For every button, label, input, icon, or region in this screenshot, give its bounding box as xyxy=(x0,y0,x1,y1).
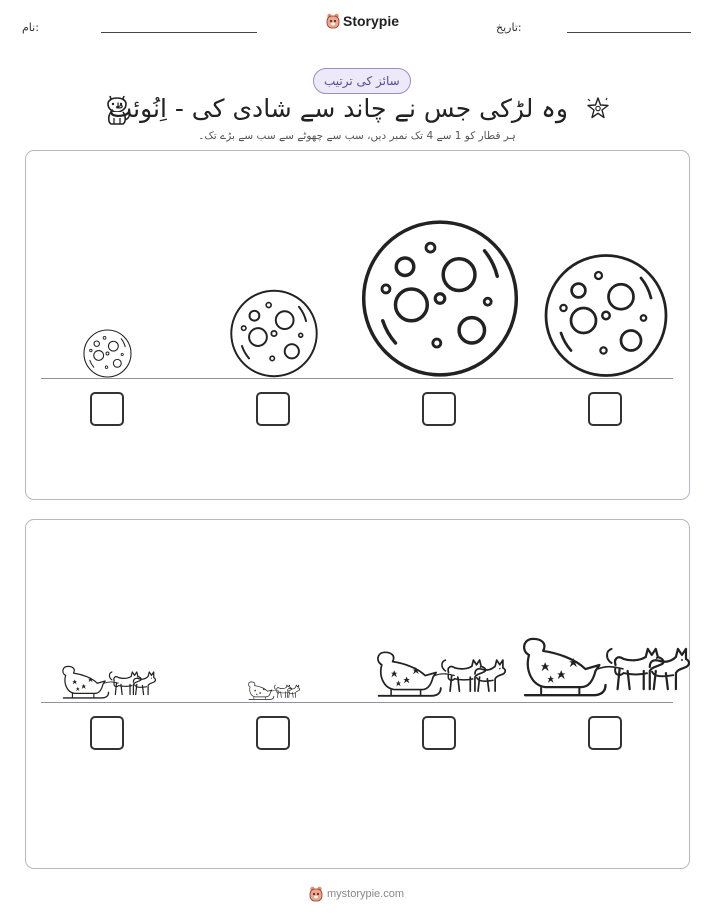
storypie-logo-icon xyxy=(326,13,340,29)
moon-row-baseline xyxy=(41,378,673,379)
answer-box[interactable] xyxy=(256,716,290,750)
name-label: نام: xyxy=(22,21,39,34)
answer-box[interactable] xyxy=(256,392,290,426)
moon-icon xyxy=(83,329,132,378)
footer-url[interactable]: mystorypie.com xyxy=(327,888,405,900)
answer-box[interactable] xyxy=(588,716,622,750)
date-field[interactable] xyxy=(567,32,691,33)
moon-icon xyxy=(359,219,521,378)
answer-box[interactable] xyxy=(422,392,456,426)
moon-icon xyxy=(543,253,669,378)
sled-icon xyxy=(60,660,156,702)
sled-row-baseline xyxy=(41,702,673,703)
activity-badge: سائز کی ترتیب xyxy=(313,68,411,94)
instructions: ہر قطار کو 1 سے 4 تک نمبر دیں، سب سے چھوٹے سے سب سے بڑے تک۔ xyxy=(198,130,516,142)
answer-box[interactable] xyxy=(90,716,124,750)
brand-logo xyxy=(326,13,399,29)
sled-icon xyxy=(374,643,506,702)
page-title: وہ لڑکی جس نے چاند سے شادی کی - اِنُوئٹ xyxy=(108,94,568,123)
footer xyxy=(308,886,404,902)
answer-box[interactable] xyxy=(422,716,456,750)
sled-icon xyxy=(247,678,300,702)
storypie-logo-icon xyxy=(308,886,324,902)
name-field[interactable] xyxy=(101,32,257,33)
moon-icon xyxy=(229,289,319,378)
sled-icon xyxy=(519,628,690,702)
answer-box[interactable] xyxy=(588,392,622,426)
brand-name: Storypie xyxy=(343,13,400,29)
date-label: تاریخ: xyxy=(496,21,522,34)
answer-box[interactable] xyxy=(90,392,124,426)
star-icon xyxy=(585,96,611,120)
